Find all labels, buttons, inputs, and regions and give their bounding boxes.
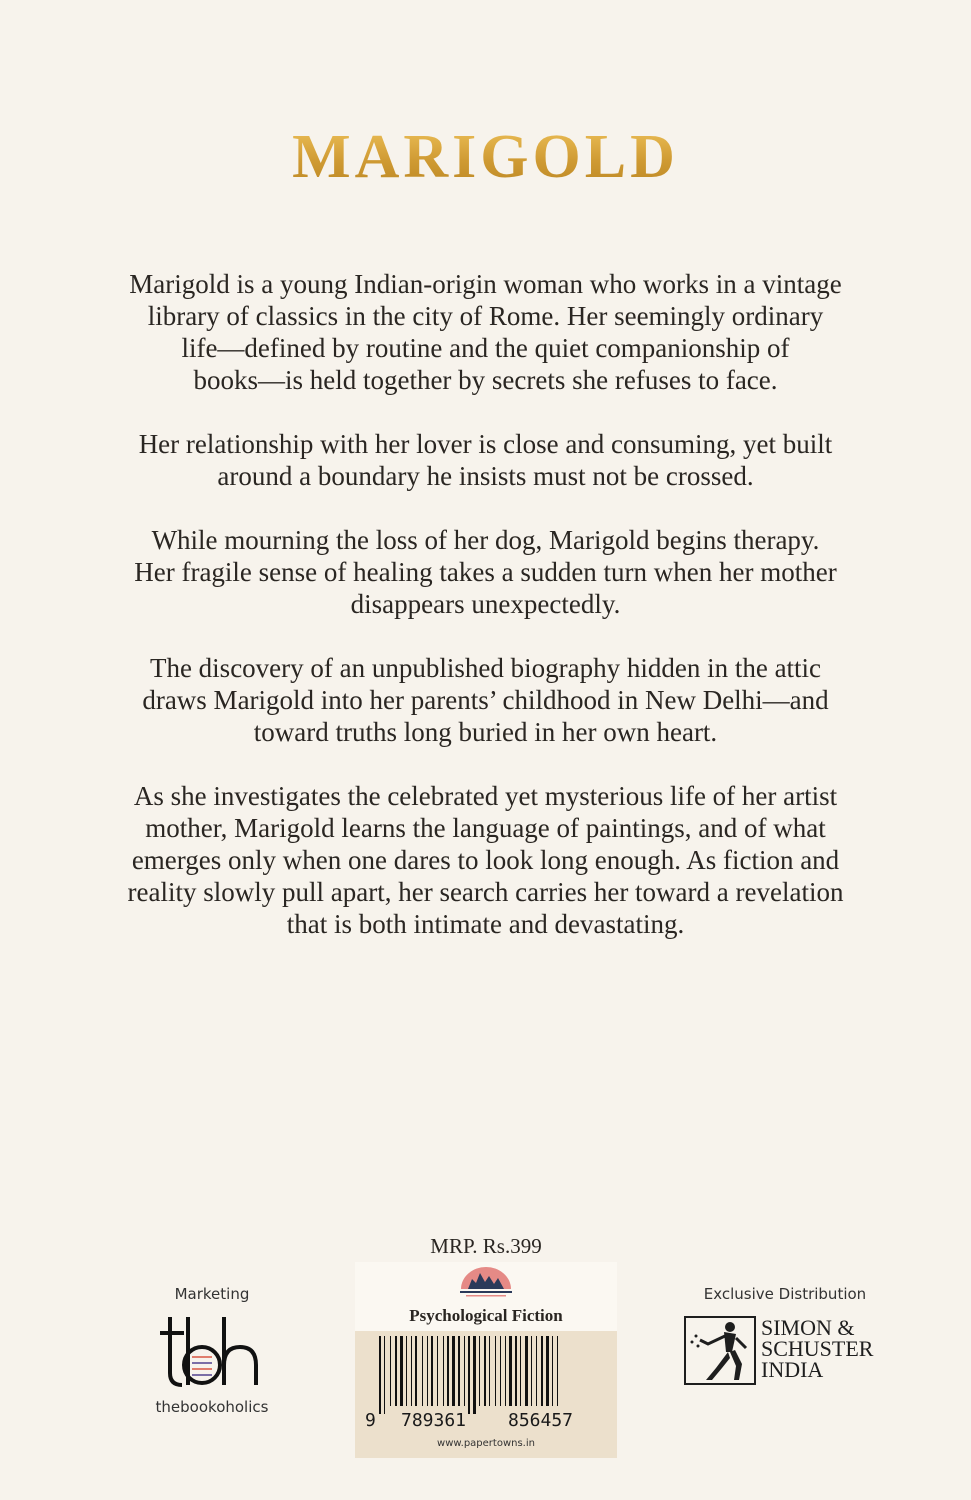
marketing-name: thebookoholics [155, 1398, 269, 1416]
blurb-line: emerges only when one dares to look long enough. As fiction and [131, 845, 840, 875]
blurb-paragraph [100, 524, 871, 620]
barcode-bar [489, 1336, 490, 1406]
barcode-bar [390, 1336, 391, 1406]
barcode-bar [536, 1336, 537, 1406]
sower-logo-box [684, 1316, 756, 1385]
barcode-bar [437, 1336, 438, 1406]
barcode-panel [355, 1262, 617, 1458]
barcode-bar [515, 1336, 517, 1406]
blurb-line: that is both intimate and devastating. [286, 909, 685, 939]
blurb-line: around a boundary he insists must not be crossed. [217, 461, 754, 491]
isbn-group-1: 789361 [401, 1410, 467, 1431]
isbn-group-2: 856457 [508, 1410, 574, 1431]
sower-icon [686, 1318, 754, 1383]
isbn-barcode [377, 1336, 595, 1414]
blurb-line: Her fragile sense of healing takes a sudden turn when her mother [134, 557, 837, 587]
barcode-bar [531, 1336, 532, 1406]
isbn-lead-digit: 9 [365, 1410, 376, 1431]
barcode-bar [468, 1336, 470, 1414]
barcode-bar [443, 1336, 444, 1406]
barcode-bar [447, 1336, 449, 1406]
blurb-line: disappears unexpectedly. [350, 589, 621, 619]
blurb-paragraph [100, 428, 871, 492]
barcode-bar [395, 1336, 397, 1406]
book-title: MARIGOLD [0, 122, 971, 193]
barcode-bar [479, 1336, 480, 1406]
barcode-bar [546, 1336, 549, 1406]
barcode-bar [452, 1336, 455, 1406]
marketing-label: Marketing [174, 1285, 250, 1303]
barcode-bar [473, 1336, 476, 1414]
barcode-bar [500, 1336, 501, 1406]
papertowns-logo-icon [458, 1265, 514, 1301]
blurb-line: The discovery of an unpublished biography hidden in the attic [149, 653, 822, 683]
barcode-header [355, 1262, 617, 1331]
blurb-line: Marigold is a young Indian-origin woman who works in a vintage [129, 269, 842, 299]
barcode-bar [464, 1336, 465, 1406]
blurb-paragraph [100, 268, 871, 396]
blurb-line: mother, Marigold learns the language of paintings, and of what [145, 813, 826, 843]
barcode-bar [525, 1336, 528, 1406]
barcode-bar [552, 1336, 553, 1406]
barcode-bar [411, 1336, 412, 1406]
simon-schuster-wordmark [761, 1317, 873, 1380]
blurb-line: Her relationship with her lover is close and consuming, yet built [138, 429, 833, 459]
genre-label: Psychological Fiction [409, 1306, 563, 1325]
barcode-bar [495, 1336, 496, 1406]
barcode-bar [505, 1336, 506, 1406]
barcode-bar [400, 1336, 403, 1406]
barcode-bar [427, 1336, 428, 1406]
publisher-line: SIMON & [761, 1315, 855, 1340]
barcode-bar [422, 1336, 423, 1406]
price-label: MRP. Rs.399 [430, 1234, 542, 1258]
barcode-bar [415, 1336, 417, 1406]
barcode-bar [384, 1336, 385, 1414]
barcode-bar [379, 1336, 381, 1414]
publisher-line: INDIA [761, 1357, 824, 1382]
blurb-paragraph [100, 780, 871, 940]
blurb-line: draws Marigold into her parents’ childhood in New Delhi—and [142, 685, 829, 715]
blurb-line: life—defined by routine and the quiet companionship of [181, 333, 790, 363]
barcode-bar [431, 1336, 433, 1406]
blurb-paragraph [100, 652, 871, 748]
blurb-line: reality slowly pull apart, her search carries her toward a revelation [127, 877, 844, 907]
blurb-line: toward truths long buried in her own heart. [253, 717, 718, 747]
barcode-bar [458, 1336, 460, 1406]
barcode-bar [509, 1336, 512, 1406]
publisher-line: SCHUSTER [761, 1336, 874, 1361]
distribution-label: Exclusive Distribution [703, 1285, 867, 1303]
publisher-website: www.papertowns.in [437, 1438, 535, 1449]
thebookoholics-logo-icon [158, 1313, 262, 1389]
barcode-bar [520, 1336, 521, 1406]
barcode-bar [557, 1336, 558, 1406]
barcode-bar [484, 1336, 486, 1406]
barcode-bar [406, 1336, 407, 1406]
blurb-line: library of classics in the city of Rome. Her seemingly ordinary [147, 301, 824, 331]
book-blurb [100, 268, 871, 972]
blurb-line: While mourning the loss of her dog, Marigold begins therapy. [151, 525, 820, 555]
blurb-line: As she investigates the celebrated yet mysterious life of her artist [133, 781, 838, 811]
barcode-bar [541, 1336, 543, 1406]
blurb-line: books—is held together by secrets she refuses to face. [193, 365, 778, 395]
